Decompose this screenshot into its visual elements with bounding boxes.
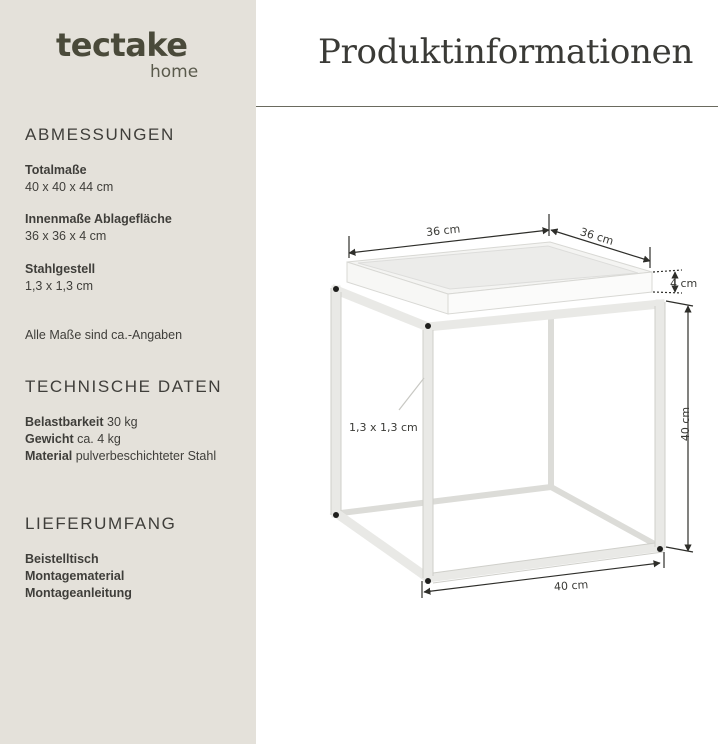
dim-label-tray-width: 36 cm [425, 222, 461, 239]
delivery-item: Montagematerial [25, 569, 125, 583]
dimension-note: Alle Maße sind ca.-Angaben [25, 328, 183, 342]
section-title-delivery: LIEFERUMFANG [25, 514, 177, 533]
dimension-value: 36 x 36 x 4 cm [25, 229, 107, 243]
tech-label: Gewicht [25, 432, 74, 446]
dimension-value: 1,3 x 1,3 cm [25, 279, 94, 293]
dimension-value: 40 x 40 x 44 cm [25, 180, 114, 194]
delivery-item: Montageanleitung [25, 586, 132, 600]
page-title: Produktinformationen [318, 32, 694, 72]
dim-label-tray-depth: 36 cm [578, 225, 616, 248]
delivery-item: Beistelltisch [25, 552, 99, 566]
dimension-label: Innenmaße Ablagefläche [25, 212, 172, 226]
tech-value: 30 kg [107, 415, 138, 429]
dim-label-profile: 1,3 x 1,3 cm [349, 421, 418, 434]
tray [347, 242, 652, 314]
steel-frame [336, 290, 660, 578]
dim-label-frame-width: 40 cm [553, 578, 589, 594]
brand-sub: home [150, 62, 199, 82]
tech-value: ca. 4 kg [77, 432, 121, 446]
tech-label: Belastbarkeit [25, 415, 104, 429]
section-title-dimensions: ABMESSUNGEN [25, 125, 175, 144]
brand-name: tectake [56, 26, 188, 64]
frame-feet [333, 286, 663, 584]
section-title-tech: TECHNISCHE DATEN [25, 377, 223, 396]
dimension-label: Stahlgestell [25, 262, 96, 276]
tech-label: Material [25, 449, 73, 463]
tech-value: pulverbeschichteter Stahl [75, 449, 217, 463]
dim-label-tray-height: 4 cm [670, 277, 698, 290]
dim-label-frame-height: 40 cm [679, 406, 692, 442]
dimension-label: Totalmaße [25, 163, 87, 177]
